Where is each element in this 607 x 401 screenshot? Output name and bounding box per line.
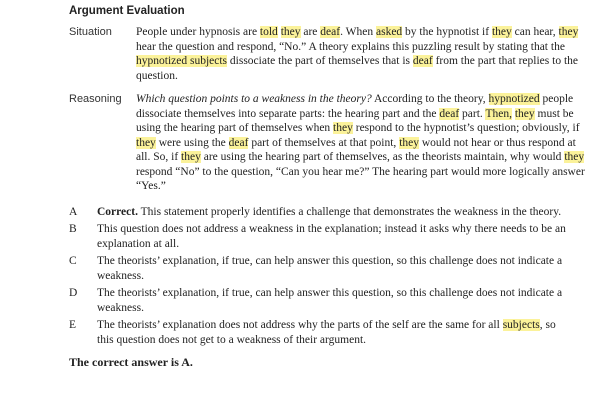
highlighted-word: deaf bbox=[439, 107, 460, 120]
reasoning-label: Reasoning bbox=[69, 93, 122, 105]
text-segment: . When bbox=[340, 26, 376, 38]
text-segment: dissociate the part of themselves that is bbox=[227, 55, 413, 67]
text-segment: part of themselves at that point, bbox=[248, 136, 400, 149]
option-e bbox=[69, 318, 593, 347]
text-segment: people dissociate themselves into separate parts: the hearing part and the bbox=[136, 93, 574, 120]
text-segment: part. bbox=[459, 107, 486, 120]
option-text bbox=[97, 254, 593, 283]
correct-answer: The correct answer is A. bbox=[69, 355, 193, 369]
option-letter: B bbox=[69, 223, 77, 235]
situation-label: Situation bbox=[69, 26, 112, 38]
option-letter: E bbox=[69, 319, 77, 331]
text-segment: The theorists’ explanation, if true, can help answer this question, so this challenge does not indicate a weakness. bbox=[97, 255, 563, 282]
highlighted-word: asked bbox=[375, 26, 403, 38]
text-segment: respond “No” to the question, “Can you hear me?” The hearing part would more logically answer “Yes.” bbox=[136, 165, 585, 192]
text-segment: are using the hearing part of themselves, as the theorists maintain, why would bbox=[200, 151, 565, 163]
highlighted-word: they bbox=[333, 122, 353, 134]
highlighted-word: subjects bbox=[502, 319, 540, 331]
option-text bbox=[97, 205, 593, 220]
text-segment: from the part that replies to the question. bbox=[136, 55, 579, 82]
situation-row bbox=[69, 25, 593, 83]
highlighted-word: told bbox=[259, 26, 278, 38]
option-text bbox=[97, 318, 593, 347]
highlighted-word: deaf bbox=[320, 26, 341, 38]
text-segment: This question does not address a weakness in the explanation; instead it asks why there needs to be an explanation at all. bbox=[97, 223, 566, 250]
text-segment: were using the bbox=[155, 136, 229, 149]
text-segment: hear the question and respond, “No.” A theory explains this puzzling result by stating that the bbox=[136, 40, 565, 53]
highlighted-word: deaf bbox=[412, 55, 433, 67]
highlighted-word: they bbox=[280, 26, 301, 38]
section-heading: Argument Evaluation bbox=[69, 5, 185, 17]
text-segment: are bbox=[300, 26, 321, 38]
text-segment: can hear, bbox=[511, 26, 559, 38]
option-d bbox=[69, 286, 593, 315]
text-segment: The theorists’ explanation, if true, can help answer this question, so this challenge does not indicate a weakness. bbox=[97, 287, 563, 314]
highlighted-word: they bbox=[514, 107, 535, 120]
option-a bbox=[69, 205, 593, 220]
highlighted-word: they bbox=[564, 151, 585, 163]
text-segment: According to the theory, bbox=[371, 93, 489, 105]
highlighted-word: they bbox=[491, 26, 512, 38]
text-segment: , so this question does not get to a weakness of their argument. bbox=[97, 319, 556, 346]
option-b bbox=[69, 222, 593, 251]
highlighted-word: Then, bbox=[485, 107, 512, 120]
option-letter: D bbox=[69, 287, 78, 299]
highlighted-word: they bbox=[399, 136, 419, 149]
text-segment: This statement properly identifies a challenge that demonstrates the weakness in the theory. bbox=[137, 205, 562, 218]
option-text bbox=[97, 222, 593, 251]
highlighted-word: they bbox=[136, 136, 156, 149]
option-c bbox=[69, 254, 593, 283]
text-segment: The theorists’ explanation does not address why the parts of the self are the same for all bbox=[97, 319, 503, 331]
reasoning-question: Which question points to a weakness in the theory? bbox=[136, 93, 372, 105]
option-letter: C bbox=[69, 255, 77, 267]
option-letter: A bbox=[69, 205, 78, 218]
text-segment: would not hear or thus respond at all. So, if bbox=[136, 136, 576, 163]
reasoning-body bbox=[136, 93, 585, 192]
highlighted-word: hypnotized bbox=[488, 93, 540, 105]
highlighted-word: hypnotized subjects bbox=[136, 55, 228, 67]
highlighted-word: deaf bbox=[228, 136, 249, 149]
answer-options bbox=[69, 205, 593, 348]
highlighted-word: they bbox=[181, 151, 201, 163]
reasoning-text bbox=[136, 92, 593, 194]
situation-text bbox=[136, 25, 593, 83]
option-text bbox=[97, 286, 593, 315]
text-segment: must be using the hearing part of themselves when bbox=[136, 107, 574, 134]
reasoning-row bbox=[69, 92, 593, 194]
text-segment: People under hypnosis are bbox=[136, 26, 260, 38]
option-verdict: Correct. bbox=[97, 205, 138, 218]
highlighted-word: they bbox=[558, 26, 579, 38]
text-segment: by the hypnotist if bbox=[402, 26, 492, 38]
text-segment: respond to the hypnotist’s question; obviously, if bbox=[352, 122, 580, 134]
